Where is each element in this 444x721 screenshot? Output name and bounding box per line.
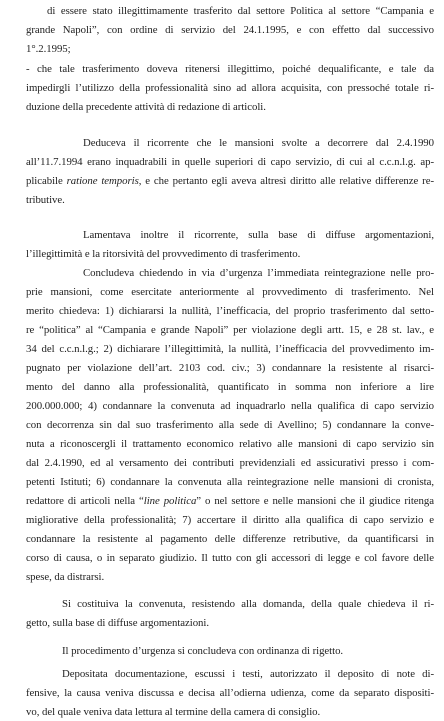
text-line: 34 del c.c.n.l.g.; 2) dichiarare l’illegittimità, la nullità, l’inefficacia del provvedimento im- <box>26 343 434 355</box>
text-line: mento del danno alla professionalità, quantificato in somma non inferiore a lire <box>26 381 434 393</box>
text-line: condannare la resistente al pagamento delle differenze retributive, da quantificarsi in <box>26 533 434 545</box>
text-line-with-italic: plicabile ratione temporis, e che pertanto egli aveva altresì diritto alle relative differenze re- <box>26 175 434 187</box>
text-line: all’11.7.1994 erano inquadrabili in quelle superiori di capo servizio, di cui al c.c.n.l.g. ap- <box>26 156 434 168</box>
text-line: di essere stato illegittimamente trasferito dal settore Politica al settore “Campania e <box>47 5 434 17</box>
text-line: re “politica” al “Campania e grande Napoli” per violazione degli artt. 15, e 28 st. lav., e <box>26 324 434 336</box>
paragraph-first-line: Depositata documentazione, escussi i testi, autorizzato il deposito di note di- <box>62 668 434 680</box>
text-line: spese, da distrarsi. <box>26 571 105 583</box>
text-line: tributive. <box>26 194 65 206</box>
text-line: getto, sulla base di diffuse argomentazioni. <box>26 617 210 629</box>
text-line: impedirgli l’utilizzo della professionalità sino ad allora acquisita, con pressoché totale ri- <box>26 82 434 94</box>
text-line: merito chiedeva: 1) dichiararsi la nullità, l’inefficacia, del proprio trasferimento dal setto- <box>26 305 434 317</box>
paragraph-first-line: Il procedimento d’urgenza si concludeva con ordinanza di rigetto. <box>62 645 344 657</box>
paragraph-first-line: Si costituiva la convenuta, resistendo alla domanda, della quale chiedeva il ri- <box>62 598 434 610</box>
text-line: l’illegittimità e la ritorsività del provvedimento di trasferimento. <box>26 248 301 260</box>
text-line: pugnato per violazione dell’art. 2103 cod. civ.; 3) condannare la resistente al risarci- <box>26 362 434 374</box>
text-line: petenti Istituti; 6) condannare la convenuta alla reintegrazione nelle mansioni di cronista, <box>26 476 434 488</box>
text-line: dal 2.4.1990, ed al versamento dei contributi previdenziali ed assicurativi presso i com- <box>26 457 434 469</box>
paragraph-first-line: Lamentava inoltre il ricorrente, sulla base di diffuse argomentazioni, <box>83 229 434 241</box>
quoted-italic-term: line politica <box>143 495 197 507</box>
text-line: nuta a riconoscergli il trattamento economico relativo alle mansioni di capo servizio sin <box>26 438 434 450</box>
paragraph-first-line: Deduceva il ricorrente che le mansioni svolte a decorrere dal 2.4.1990 <box>83 137 434 149</box>
text-line: con decorrenza sin dal suo trasferimento alla sede di Avellino; 5) condannare la conve- <box>26 419 434 431</box>
text-line-with-italic: redattore di articoli nella “line politica” o nel settore e nelle mansioni che il giudice ritenga <box>26 495 434 507</box>
text-line: fensive, la causa veniva discussa e decisa all’odierna udienza, come da separato dispositi- <box>26 687 434 699</box>
text-line: duzione della precedente attività di redazione di articoli. <box>26 101 266 113</box>
text-line: migliorative della professionalità; 7) accertare il diritto alla qualifica di capo servizio e <box>26 514 434 526</box>
text-line: grande Napoli”, con ordine di servizio del 24.1.1995, e con effetto dal successivo <box>26 24 434 36</box>
paragraph-first-line: Concludeva chiedendo in via d’urgenza l’immediata reintegrazione nelle pro- <box>83 267 434 279</box>
text-line: 200.000.000; 4) condannare la convenuta ad inquadrarlo nella qualifica di capo servizio <box>26 400 434 412</box>
text-line: 1°.2.1995; <box>26 43 71 55</box>
text-line: corso di causa, o in separato giudizio. Il tutto con gli accessori di legge e col favore delle <box>26 552 434 564</box>
text-line: prie mansioni, come esercitate anteriormente al provvedimento di trasferimento. Nel <box>26 286 434 298</box>
latin-phrase: ratione temporis <box>66 175 139 187</box>
text-line: vo, del quale veniva data lettura al termine della camera di consiglio. <box>26 706 321 718</box>
list-item-line: - che tale trasferimento doveva ritenersi illegittimo, poiché dequalificante, e tale da <box>26 63 434 75</box>
